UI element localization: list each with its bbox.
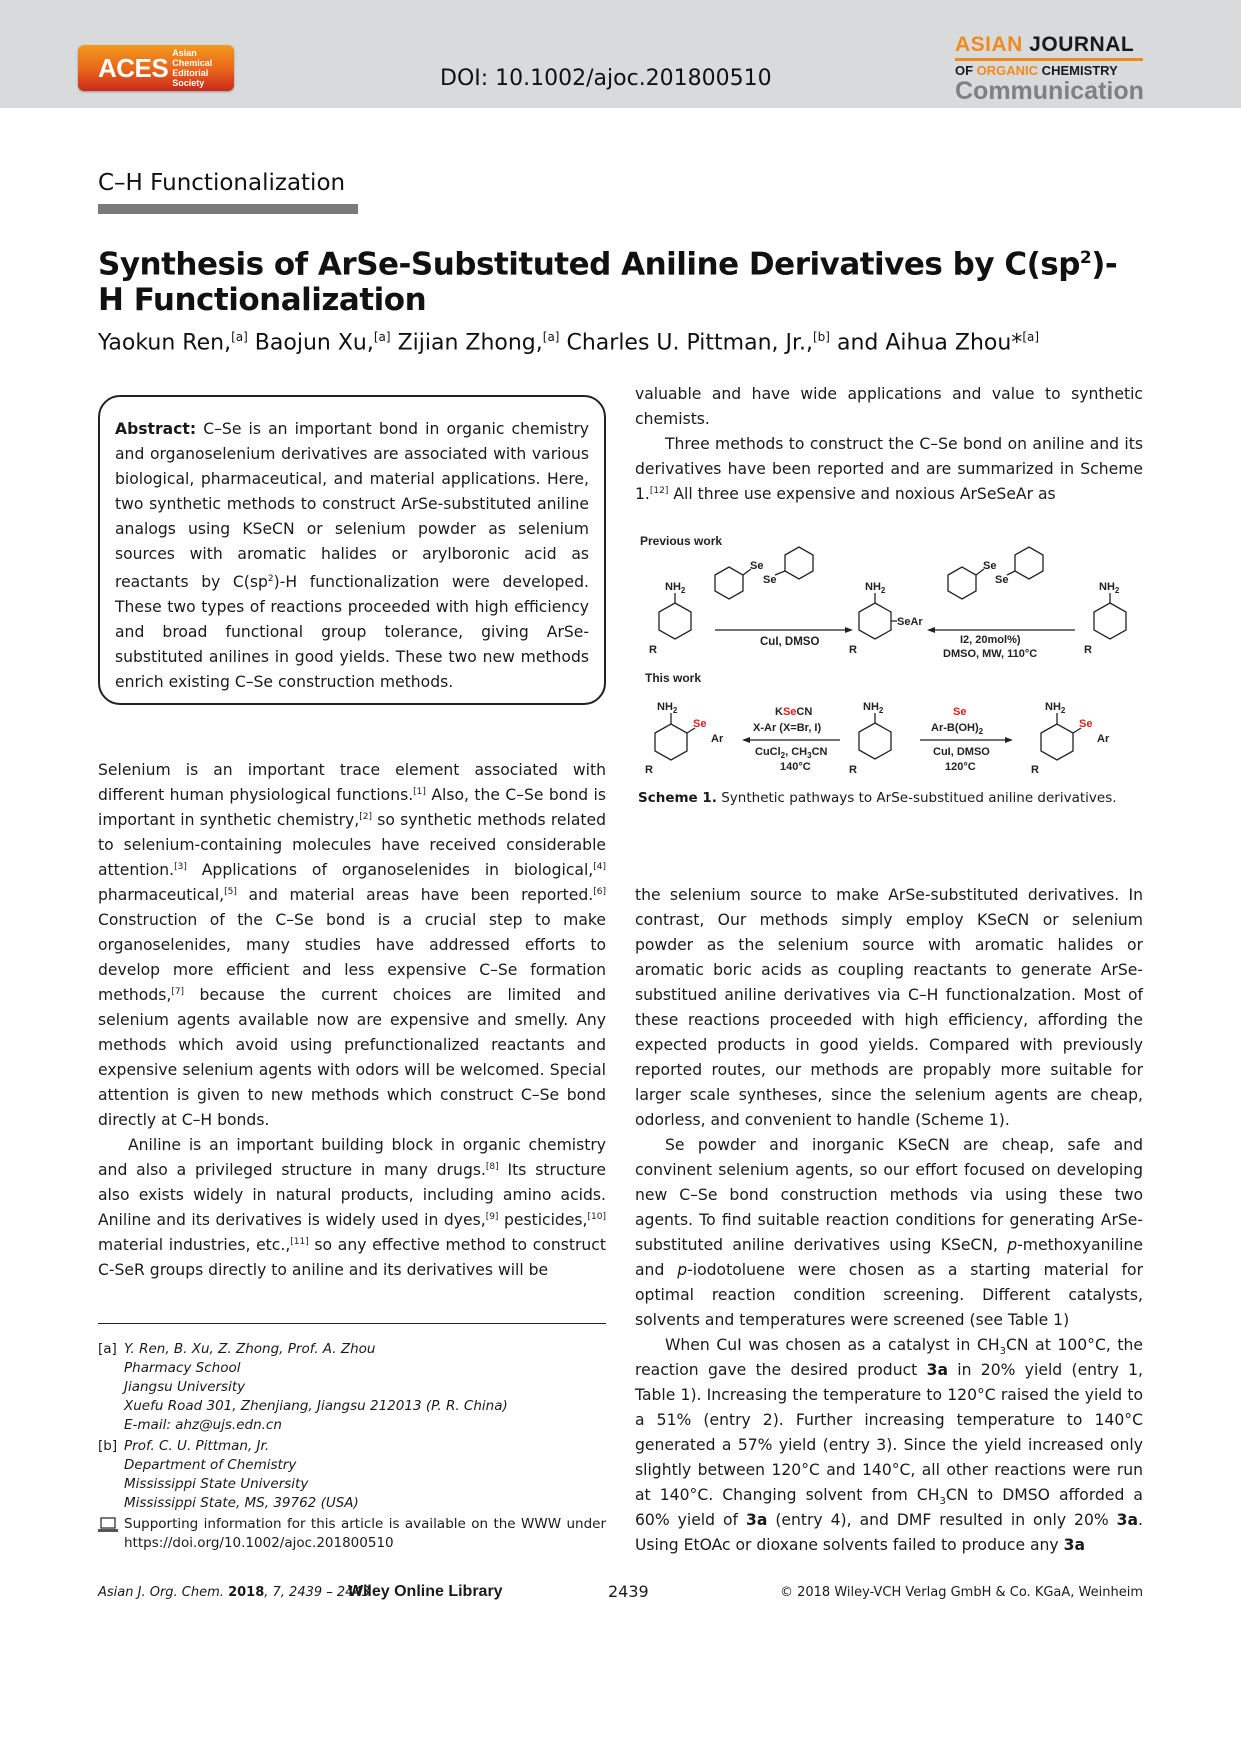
page-number: 2439 [608,1582,649,1601]
se-label: Se [995,574,1009,586]
author-affiliation: [a] [1022,330,1040,344]
title-part2: )-H Functionalization [98,246,1118,319]
doi[interactable]: DOI: 10.1002/ajoc.201800510 [440,66,772,91]
author-affiliation: [b] [813,330,830,344]
nh2-label: $NH_2$ [1099,581,1120,595]
this-work-label: This work [645,671,702,685]
ar-label: Ar [711,733,724,745]
text-run: material industries, etc., [98,1236,291,1254]
arrow-head-icon [845,627,853,633]
author-affiliation: [a] [542,330,560,344]
reference-link[interactable]: [9] [485,1211,499,1222]
abstract-sup: 2 [267,574,274,584]
aces-line1: Asian Chemical [172,48,213,68]
title-part1: Synthesis of ArSe-Substituted Aniline Derivatives by C(sp [98,246,1080,283]
text-run: -iodotoluene were chosen as a starting material for optimal reaction condition screening. Different catalysts, solvents and temperatures were screened (see Table 1) [635,1261,1144,1329]
affiliation-line: Xuefu Road 301, Zhenjiang, Jiangsu 212013 (P. R. China) [124,1398,508,1414]
journal-name-line2 [955,63,1145,78]
right-column-top [635,382,1143,507]
condition-label: 140°C [780,761,811,773]
abstract-box [98,395,606,705]
scheme-caption [638,790,1117,806]
affiliation-body [124,1340,508,1435]
paragraph-cui-results [635,1333,1143,1558]
text-run: All three use expensive and noxious ArSeSeAr as [668,485,1056,503]
se-reagent-label: Se [953,706,967,718]
arrow-head-icon [927,627,935,633]
se-label: Se [983,560,997,572]
text-run: Se powder and inorganic KSeCN are cheap, safe and convinent selenium agents, so our effort focused on developing new C–Se bond construction methods via using these two agents. To find suitable reaction conditions for generating ArSe-substituted aniline derivatives using KSeCN, [635,1136,1143,1254]
article-title [98,240,1138,318]
cite-volume-pages: , 7, 2439 – 2443 [264,1585,370,1600]
journal-of: OF [955,63,977,78]
text-run: and material areas have been reported. [236,886,594,904]
text-run: Three methods to construct the C–Se bond on aniline and its derivatives have been reported and are summarized in Scheme 1. [635,435,1143,503]
journal-asian: ASIAN [955,33,1023,56]
paragraph-intro [98,758,606,1133]
aces-line2: Editorial Society [172,68,209,88]
reference-link[interactable]: [3] [174,861,187,872]
journal-rule [955,58,1143,61]
se-label: Se [750,560,764,572]
author-affiliation: [a] [373,330,391,344]
citation [98,1585,370,1600]
reference-link[interactable]: [12] [649,485,669,496]
nh2-label: $NH_2$ [657,701,678,715]
text-run: (entry 4), and DMF resulted in only 20% [767,1511,1117,1529]
author-name: Zijian Zhong, [397,330,543,356]
compound-ref: 3a [926,1361,948,1379]
affiliation-line: Prof. C. U. Pittman, Jr. [124,1438,270,1454]
text-run: pesticides, [498,1211,588,1229]
author-name: and Aihua Zhou* [836,330,1023,356]
journal-chemistry: CHEMISTRY [1038,63,1118,78]
aces-society-name [172,48,234,88]
affiliation-tag: [b] [98,1438,118,1454]
reference-link[interactable]: [11] [290,1236,309,1247]
condition-label: 120°C [945,761,976,773]
nh2-label: $NH_2$ [865,581,886,595]
reference-link[interactable]: [8] [485,1161,499,1172]
footnote-divider [98,1323,606,1324]
text-run: . Using EtOAc or dioxane solvents failed to produce any [635,1511,1143,1554]
text-run: in 20% yield (entry 1, Table 1). Increasing the temperature to 120°C raised the yield to a 51% (entry 2). Further increasing temperature to 140°C generated a 57% yield (entry 3). Since the yield increased only slightly between 120°C and 140°C, all other reactions were run at 140°C. Changing solvent from CH [635,1361,1143,1504]
author-name: Yaokun Ren, [98,330,232,356]
journal-organic: ORGANIC [976,63,1039,78]
text-run: Aniline is an important building block in organic chemistry and also a privileged structure in many drugs. [98,1136,606,1179]
nh2-label: $NH_2$ [1045,701,1066,715]
section-label: C–H Functionalization [98,170,346,196]
text-run: -methoxyaniline and [635,1236,1143,1279]
condition-label: CuI, DMSO [933,746,990,758]
affiliation-line: Pharmacy School [124,1360,241,1376]
section-bar [98,204,358,214]
paragraph-se-powder [635,1133,1143,1333]
affiliation-line: Mississippi State University [124,1476,309,1492]
paragraph-methods [635,432,1143,507]
wiley-online-library-link[interactable]: Wiley Online Library [348,1583,503,1600]
compound-ref: 3a [1063,1536,1085,1554]
reference-link[interactable]: [10] [587,1211,606,1222]
ar-label: Ar [1097,733,1110,745]
journal-journal: JOURNAL [1022,33,1135,56]
condition-label: CuI, DMSO [760,636,820,648]
reference-link[interactable]: [7] [171,986,185,997]
affiliation-line: Y. Ren, B. Xu, Z. Zhong, Prof. A. Zhou [124,1341,376,1357]
left-column-body [98,758,606,1283]
se-highlight-label: Se [693,718,707,730]
nh2-label: $NH_2$ [665,581,686,595]
aces-logo [78,45,234,91]
paragraph-contrast: the selenium source to make ArSe-substituted derivatives. In contrast, Our methods simply employ KSeCN or selenium powder as the selenium source with aromatic halides or aromatic boric acids as coupling reactants to generate ArSe-substitued aniline derivatives via C–H functionalzation. Most of these reactions proceeded with high efficiency, affording the expected products in good yields. Compared with previously reported routes, our methods are propably more suitable for larger scale syntheses, since the selenium agents are cheap, odorless, and convenient to handle (Scheme 1). [635,886,1143,1129]
article-type: Communication [955,77,1144,105]
r-label: R [1031,764,1039,776]
affiliation-b [98,1437,606,1513]
italic-run: p [677,1261,688,1279]
text-run: so synthetic methods related to selenium-containing molecules have received considerable attention. [98,811,606,879]
laptop-icon [98,1515,124,1553]
subscript: 3 [939,1496,946,1508]
condition-label: CuCl$_2$, $CH_3CN$ [755,746,828,760]
reference-link[interactable]: [6] [593,886,606,897]
text-run: Also, the C–Se bond is important in synthetic chemistry, [98,786,606,829]
aces-logo-text: ACES [98,52,169,83]
text-run: CN at 100°C, the reaction gave the desired product [635,1336,1144,1379]
condition-label: X-Ar (X=Br, I) [753,722,822,734]
cite-journal: Asian J. Org. Chem. [98,1585,229,1600]
affiliation-line: Jiangsu University [124,1379,246,1395]
author-list [98,330,1039,355]
paragraph-continued: valuable and have wide applications and value to synthetic chemists. [635,385,1143,428]
sear-label: SeAr [897,616,923,628]
title-sup: 2 [1079,248,1092,268]
condition-label: DMSO, MW, 110°C [943,648,1038,660]
affiliation-line: Department of Chemistry [124,1457,297,1473]
affiliation-a [98,1340,606,1435]
subscript: 3 [999,1346,1006,1358]
journal-header [0,0,1241,108]
r-label: R [645,764,653,776]
abstract-text [115,417,589,695]
abstract-part2: )-H functionalization were developed. These two types of reactions proceeded with high efficiency and broad functional group tolerance, giving ArSe-substituted anilines in good yields. These two new methods enrich existing C–Se construction methods. [115,573,589,692]
compound-ref: 3a [746,1511,768,1529]
r-label: R [1084,644,1092,656]
se-highlight-label: Se [1079,718,1093,730]
text-run: because the current choices are limited and selenium agents available now are expensive and smelly. Any methods which avoid using prefunctionalized reactants and expensive selenium agents with odors will be welcomed. Special attention is given to new methods which construct C–Se bond directly at C–H bonds. [98,986,606,1129]
text-run: When CuI was chosen as a catalyst in CH [665,1336,1000,1354]
affiliation-tag: [a] [98,1341,117,1357]
reference-link[interactable]: [1] [413,786,426,797]
abstract-label: Abstract: [115,420,197,438]
italic-run: p [1007,1236,1018,1254]
compound-ref: 3a [1116,1511,1139,1529]
text-run: Applications of organoselenides in biological, [186,861,594,879]
text-run: pharmaceutical, [98,886,225,904]
author-name: Charles U. Pittman, Jr., [566,330,813,356]
nh2-label: $NH_2$ [863,701,884,715]
abstract-part1: C–Se is an important bond in organic chemistry and organoselenium derivatives are associated with various biological, pharmaceutical, and material applications. Here, two synthetic methods to construct ArSe-substituted aniline analogs using KSeCN or selenium powder as selenium sources with aromatic halides or arylboronic acid as reactants by C(sp [115,420,589,592]
affiliation-line: Mississippi State, MS, 39762 (USA) [124,1495,359,1511]
ksecn-label: KSeCN [775,706,813,718]
text-run: Construction of the C–Se bond is a crucial step to make organoselenides, many studies have addressed efforts to develop more efficient and less expensive C–Se formation methods, [98,911,606,1004]
author-name: Baojun Xu, [254,330,374,356]
text-run: CN to DMSO afforded a 60% yield of [635,1486,1143,1529]
condition-label: I2, 20mol%) [960,634,1021,646]
reference-link[interactable]: [2] [359,811,372,822]
supporting-info [98,1515,606,1553]
reference-link[interactable]: [4] [593,861,606,872]
text-run: Its structure also exists widely in natural products, including amino acids. Aniline and its derivatives is widely used in dyes, [98,1161,606,1229]
previous-work-label: Previous work [640,535,723,548]
arrow-head-icon [1005,737,1013,743]
text-run: so any effective method to construct C-SeR groups directly to aniline and its derivatives will be [98,1236,606,1279]
affiliations [98,1340,606,1553]
scheme-1-figure [635,535,1145,785]
se-label: Se [763,574,777,586]
cite-year: 2018 [228,1585,265,1600]
r-label: R [849,644,857,656]
journal-logo [955,34,1145,104]
copyright: © 2018 Wiley-VCH Verlag GmbH & Co. KGaA, Weinheim [779,1585,1143,1600]
reference-link[interactable]: [5] [224,886,237,897]
author-affiliation: [a] [231,330,248,344]
reaction-scheme-diagram [635,535,1145,785]
scheme-caption-label: Scheme 1. [638,790,717,806]
r-label: R [649,644,657,656]
condition-label: $Ar-B(OH)_2$ [931,722,984,736]
scheme-caption-text: Synthetic pathways to ArSe-substitued aniline derivatives. [716,790,1117,806]
paragraph-aniline [98,1133,606,1283]
r-label: R [849,764,857,776]
right-column-bottom [635,883,1143,1558]
email-link[interactable]: E-mail: ahz@ujs.edn.cn [124,1417,282,1433]
supporting-info-link[interactable]: Supporting information for this article is available on the WWW under https://doi.org/10.1002/ajoc.201800510 [124,1516,606,1551]
affiliation-body [124,1437,359,1513]
arrow-head-icon [742,737,750,743]
journal-name-line1 [955,34,1145,56]
text-run: Selenium is an important trace element associated with different human physiological functions. [98,761,606,804]
